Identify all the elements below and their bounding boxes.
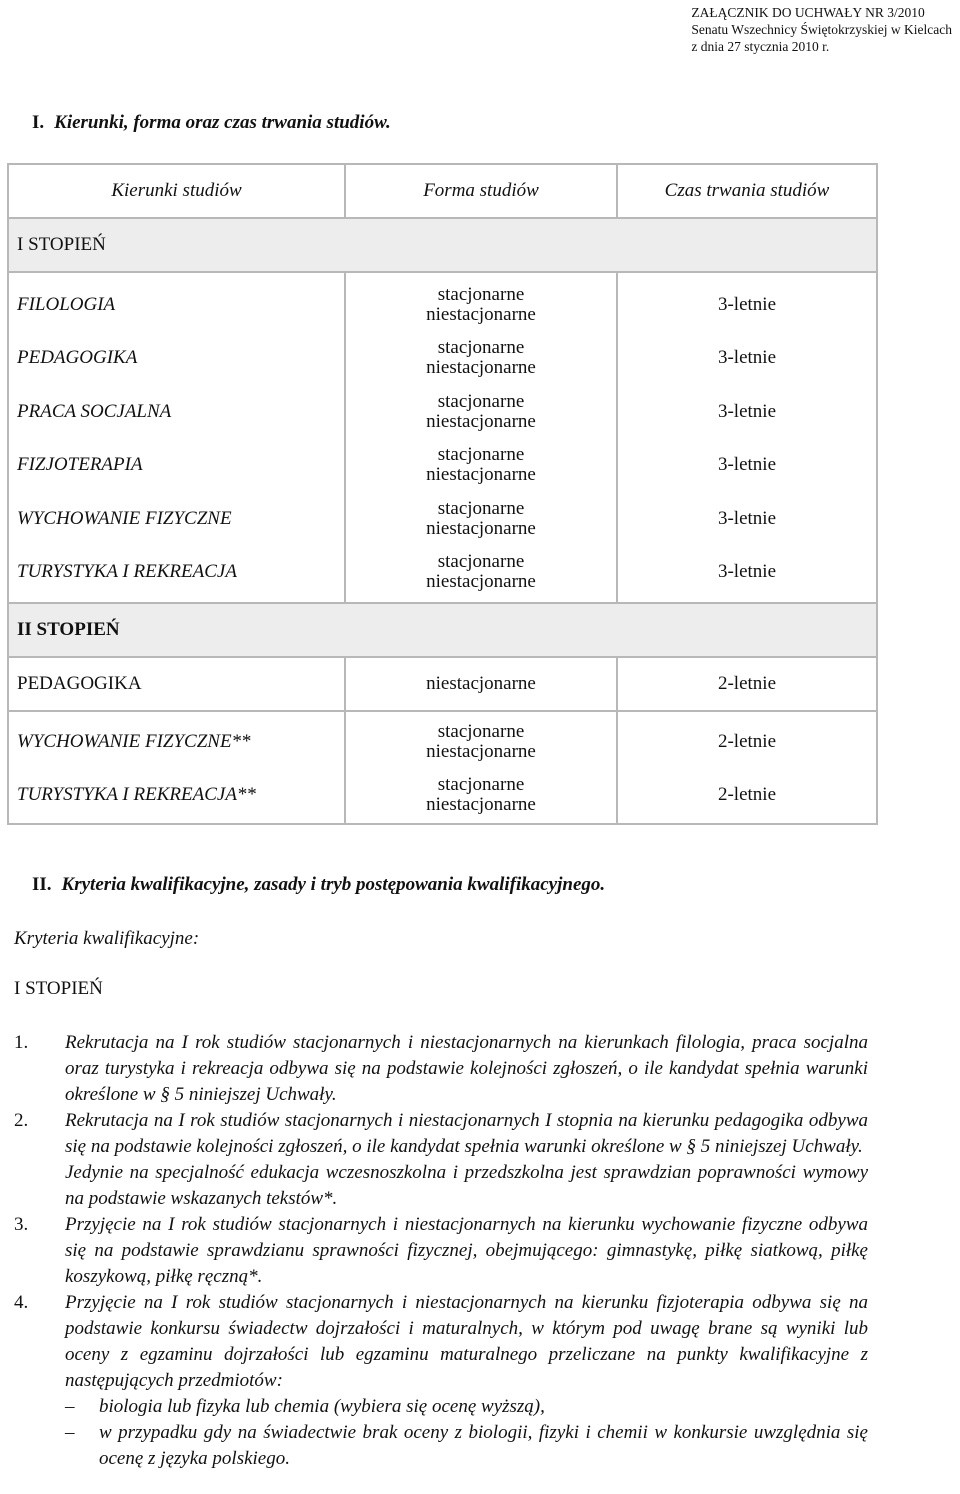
form-part-time: niestacjonarne	[426, 303, 536, 325]
form-full-time: stacjonarne	[437, 444, 525, 466]
section-1-number: I.	[32, 112, 45, 133]
dash-icon: –	[65, 1396, 75, 1417]
list-item	[14, 1108, 868, 1212]
form-full-time: stacjonarne	[437, 390, 525, 412]
header-programs: Kierunki studiów	[8, 164, 345, 218]
program-name: WYCHOWANIE FIZYCZNE**	[17, 730, 251, 752]
form-full-time: stacjonarne	[437, 337, 525, 359]
study-form-pair	[346, 385, 616, 439]
attachment-header	[691, 4, 952, 55]
table-header-row	[8, 164, 877, 218]
study-form-pair	[346, 769, 616, 823]
program-name: PEDAGOGIKA	[17, 347, 138, 369]
item-number: 3.	[14, 1214, 29, 1235]
item-text: Rekrutacja na I rok studiów stacjonarnych i niestacjonarnych na kierunkach filologia, praca socjalna oraz turystyka i rekreacja odbywa się na podstawie kolejności zgłoszeń, o ile kandydat spełnia warunki określone w § 5 niniejszej Uchwały.	[65, 1032, 868, 1105]
duration-value: 3-letnie	[717, 454, 777, 476]
list-item	[14, 1030, 868, 1108]
second-degree-names-cell	[8, 711, 345, 824]
form-part-time: niestacjonarne	[426, 794, 536, 816]
form-full-time: stacjonarne	[437, 551, 525, 573]
table-row-first-degree-programs	[8, 272, 877, 603]
section-1-title	[32, 112, 391, 134]
section-2-text: Kryteria kwalifikacyjne, zasady i tryb postępowania kwalifikacyjnego.	[61, 874, 606, 895]
criteria-title: Kryteria kwalifikacyjne:	[14, 928, 200, 949]
section-2-number: II.	[32, 874, 52, 895]
form-part-time: niestacjonarne	[426, 410, 536, 432]
duration-value: 3-letnie	[717, 293, 777, 315]
form-part-time: niestacjonarne	[426, 464, 536, 486]
header-line-2: Senatu Wszechnicy Świętokrzyskiej w Kielcach	[691, 22, 952, 37]
duration-value: 3-letnie	[717, 400, 777, 422]
second-degree-durations-cell	[617, 711, 877, 824]
study-form-pair	[346, 715, 616, 769]
section-1-text: Kierunki, forma oraz czas trwania studiów.	[54, 112, 391, 133]
header-form: Forma studiów	[345, 164, 617, 218]
form-full-time: stacjonarne	[437, 720, 525, 742]
section-2-title	[32, 874, 605, 896]
form-part-time: niestacjonarne	[426, 357, 536, 379]
duration-value: 2-letnie	[717, 730, 777, 752]
study-form-pair	[346, 546, 616, 600]
form-full-time: stacjonarne	[437, 774, 525, 796]
group-row-second-degree	[8, 603, 877, 657]
form-part-time: niestacjonarne	[426, 740, 536, 762]
group-label-first-degree: I STOPIEŃ	[8, 218, 877, 272]
table-row-second-degree-pedagogy	[8, 657, 877, 711]
first-degree-names-cell	[8, 272, 345, 603]
header-line-3: z dnia 27 stycznia 2010 r.	[691, 39, 830, 54]
criteria-list	[14, 1030, 868, 1472]
bullet-text: biologia lub fizyka lub chemia (wybiera się ocenę wyższą),	[99, 1396, 545, 1417]
form-full-time: stacjonarne	[437, 497, 525, 519]
program-name: TURYSTYKA I REKREACJA**	[17, 784, 256, 806]
program-name: PRACA SOCJALNA	[17, 400, 172, 422]
duration-value: 2-letnie	[617, 657, 877, 711]
item-extra-text: Jedynie na specjalność edukacja wczesnoszkolna i przedszkolna jest sprawdzian poprawności wymowy na podstawie wskazanych tekstów*.	[65, 1162, 868, 1209]
duration-value: 3-letnie	[717, 507, 777, 529]
bullet-item	[65, 1420, 868, 1472]
dash-icon: –	[65, 1422, 75, 1443]
duration-value: 3-letnie	[717, 347, 777, 369]
group-label-second-degree: II STOPIEŃ	[8, 603, 877, 657]
second-degree-forms-cell	[345, 711, 617, 824]
duration-value: 3-letnie	[717, 561, 777, 583]
study-form-pair	[346, 278, 616, 332]
header-duration: Czas trwania studiów	[617, 164, 877, 218]
item-text: Przyjęcie na I rok studiów stacjonarnych i niestacjonarnych na kierunku fizjoterapia odbywa się na podstawie konkursu świadectw dojrzałości i maturalnych, w którym pod uwagę brane są wyniki lub oceny z egzaminu dojrzałości lub egzaminu maturalnego przeliczane na punkty kwalifikacyjne z następujących przedmiotów:	[65, 1292, 868, 1391]
first-degree-title: I STOPIEŃ	[14, 978, 103, 999]
table-row-second-degree-programs	[8, 711, 877, 824]
group-row-first-degree	[8, 218, 877, 272]
header-line-1: ZAŁĄCZNIK DO UCHWAŁY NR 3/2010	[691, 5, 925, 20]
bullet-text: w przypadku gdy na świadectwie brak oceny z biologii, fizyki i chemii w konkursie uwzględnia się ocenę z języka polskiego.	[99, 1422, 868, 1469]
duration-value: 2-letnie	[717, 784, 777, 806]
first-degree-forms-cell	[345, 272, 617, 603]
study-form-pair	[346, 492, 616, 546]
item-number: 2.	[14, 1110, 29, 1131]
item-number: 4.	[14, 1292, 29, 1313]
programs-table	[7, 163, 878, 825]
item-text: Rekrutacja na I rok studiów stacjonarnych i niestacjonarnych I stopnia na kierunku pedagogika odbywa się na podstawie kolejności zgłoszeń, o ile kandydat spełnia warunki określone w § 5 niniejszej Uchwały.	[65, 1110, 868, 1157]
form-part-time: niestacjonarne	[426, 517, 536, 539]
program-name: PEDAGOGIKA	[8, 657, 345, 711]
study-form-pair	[346, 332, 616, 386]
program-name: FILOLOGIA	[17, 293, 116, 315]
item-number: 1.	[14, 1032, 29, 1053]
program-name: TURYSTYKA I REKREACJA	[17, 561, 237, 583]
first-degree-durations-cell	[617, 272, 877, 603]
list-item	[14, 1290, 868, 1472]
list-item	[14, 1212, 868, 1290]
bullet-item	[65, 1394, 868, 1420]
program-name: FIZJOTERAPIA	[17, 454, 143, 476]
study-form: niestacjonarne	[345, 657, 617, 711]
form-full-time: stacjonarne	[437, 283, 525, 305]
program-name: WYCHOWANIE FIZYCZNE	[17, 507, 232, 529]
item-text: Przyjęcie na I rok studiów stacjonarnych i niestacjonarnych na kierunku wychowanie fizyczne odbywa się na podstawie sprawdzianu sprawności fizycznej, obejmującego: gimnastykę, piłkę siatkową, piłkę koszykową, piłkę ręczną*.	[65, 1214, 868, 1287]
study-form-pair	[346, 439, 616, 493]
form-part-time: niestacjonarne	[426, 571, 536, 593]
